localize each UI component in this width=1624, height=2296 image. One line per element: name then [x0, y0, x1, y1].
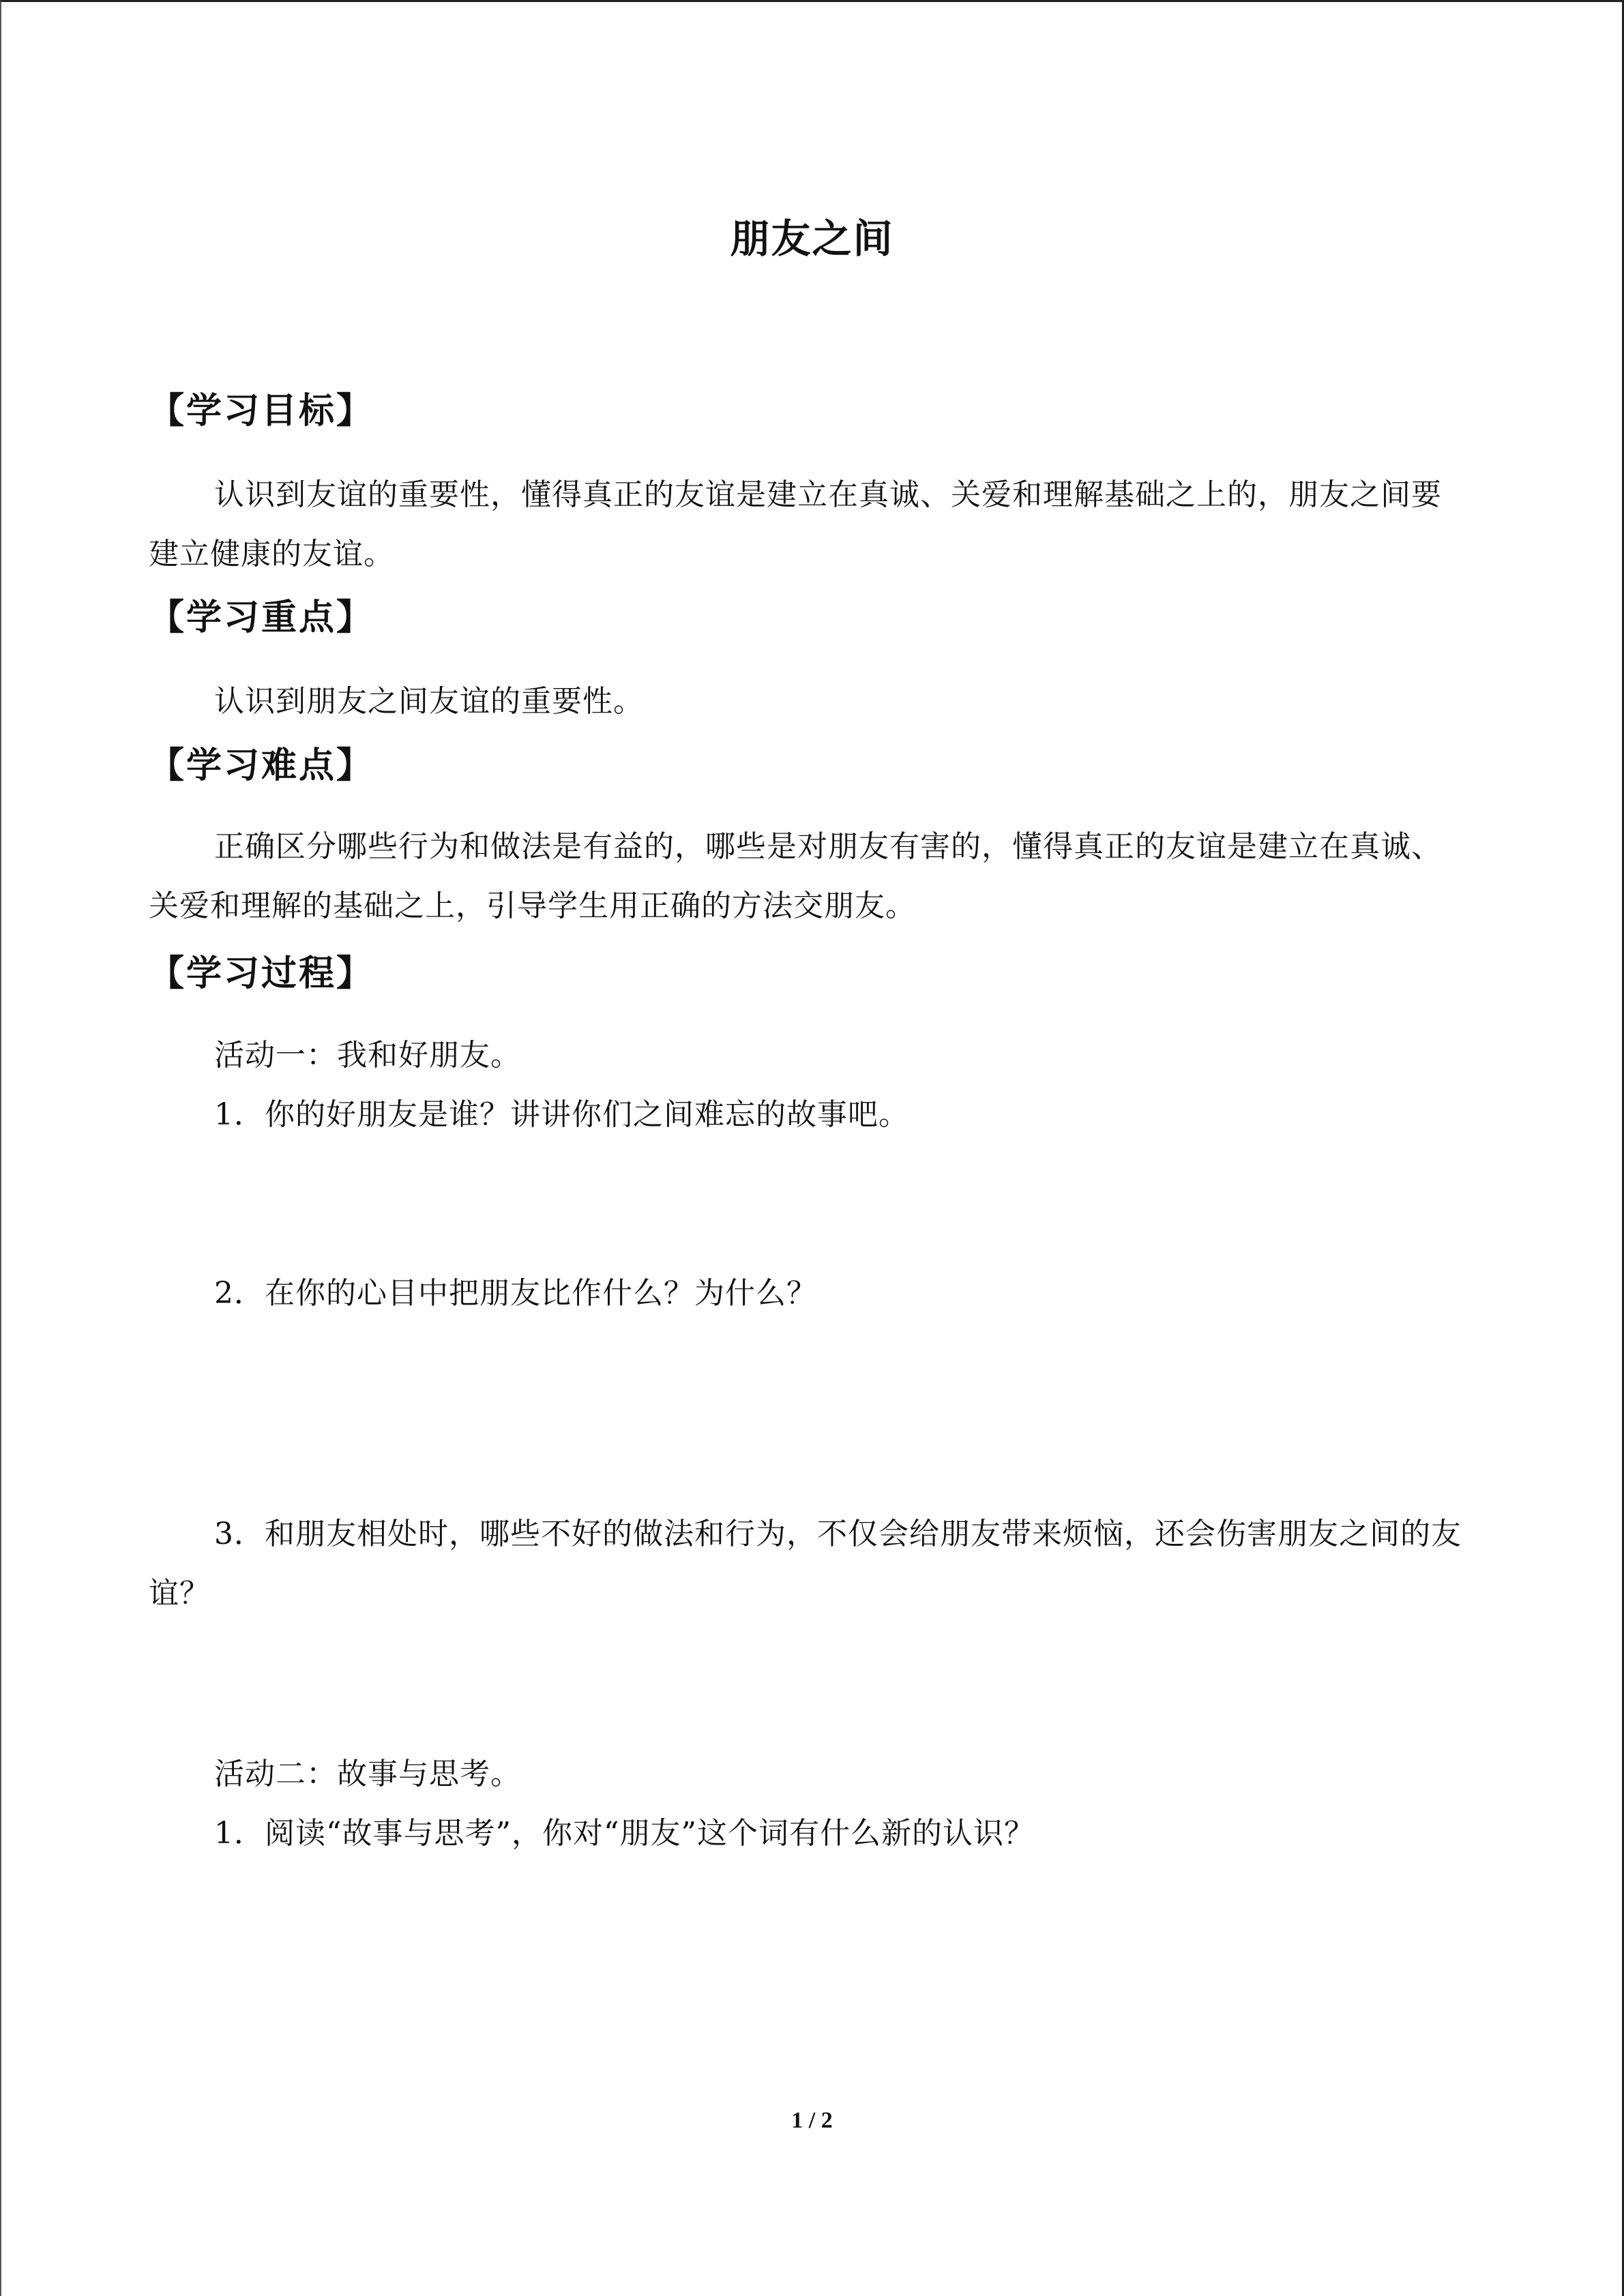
heading-key-points: 【学习重点】	[149, 597, 374, 638]
paragraph-difficulties: 正确区分哪些行为和做法是有益的，哪些是对朋友有害的，懂得真正的友谊是建立在真诚、关爱和理解的基础之上，引导学生用正确的方法交朋友。	[149, 829, 1442, 923]
heading-difficulties: 【学习难点】	[149, 745, 374, 786]
paragraph-learning-goals: 认识到友谊的重要性，懂得真正的友谊是建立在真诚、关爱和理解基础之上的，朋友之间要建立健康的友谊。	[149, 477, 1442, 571]
activity-two-question-1: 1．阅读“故事与思考”，你对“朋友”这个词有什么新的认识？	[214, 1816, 1035, 1851]
document-title: 朋友之间	[730, 215, 894, 262]
activity-two-title: 活动二：故事与思考。	[214, 1757, 521, 1791]
activity-one-question-1: 1．你的好朋友是谁？讲讲你们之间难忘的故事吧。	[214, 1097, 909, 1132]
paragraph-key-points: 认识到朋友之间友谊的重要性。	[214, 684, 644, 719]
heading-learning-goals: 【学习目标】	[149, 391, 374, 432]
heading-learning-process: 【学习过程】	[149, 953, 374, 994]
activity-one-title: 活动一：我和好朋友。	[214, 1038, 521, 1073]
activity-one-question-2: 2．在你的心目中把朋友比作什么？为什么？	[214, 1276, 817, 1311]
page-number: 1 / 2	[791, 2108, 833, 2133]
activity-one-question-3: 3．和朋友相处时，哪些不好的做法和行为，不仅会给朋友带来烦恼，还会伤害朋友之间的友谊？	[149, 1517, 1462, 1611]
